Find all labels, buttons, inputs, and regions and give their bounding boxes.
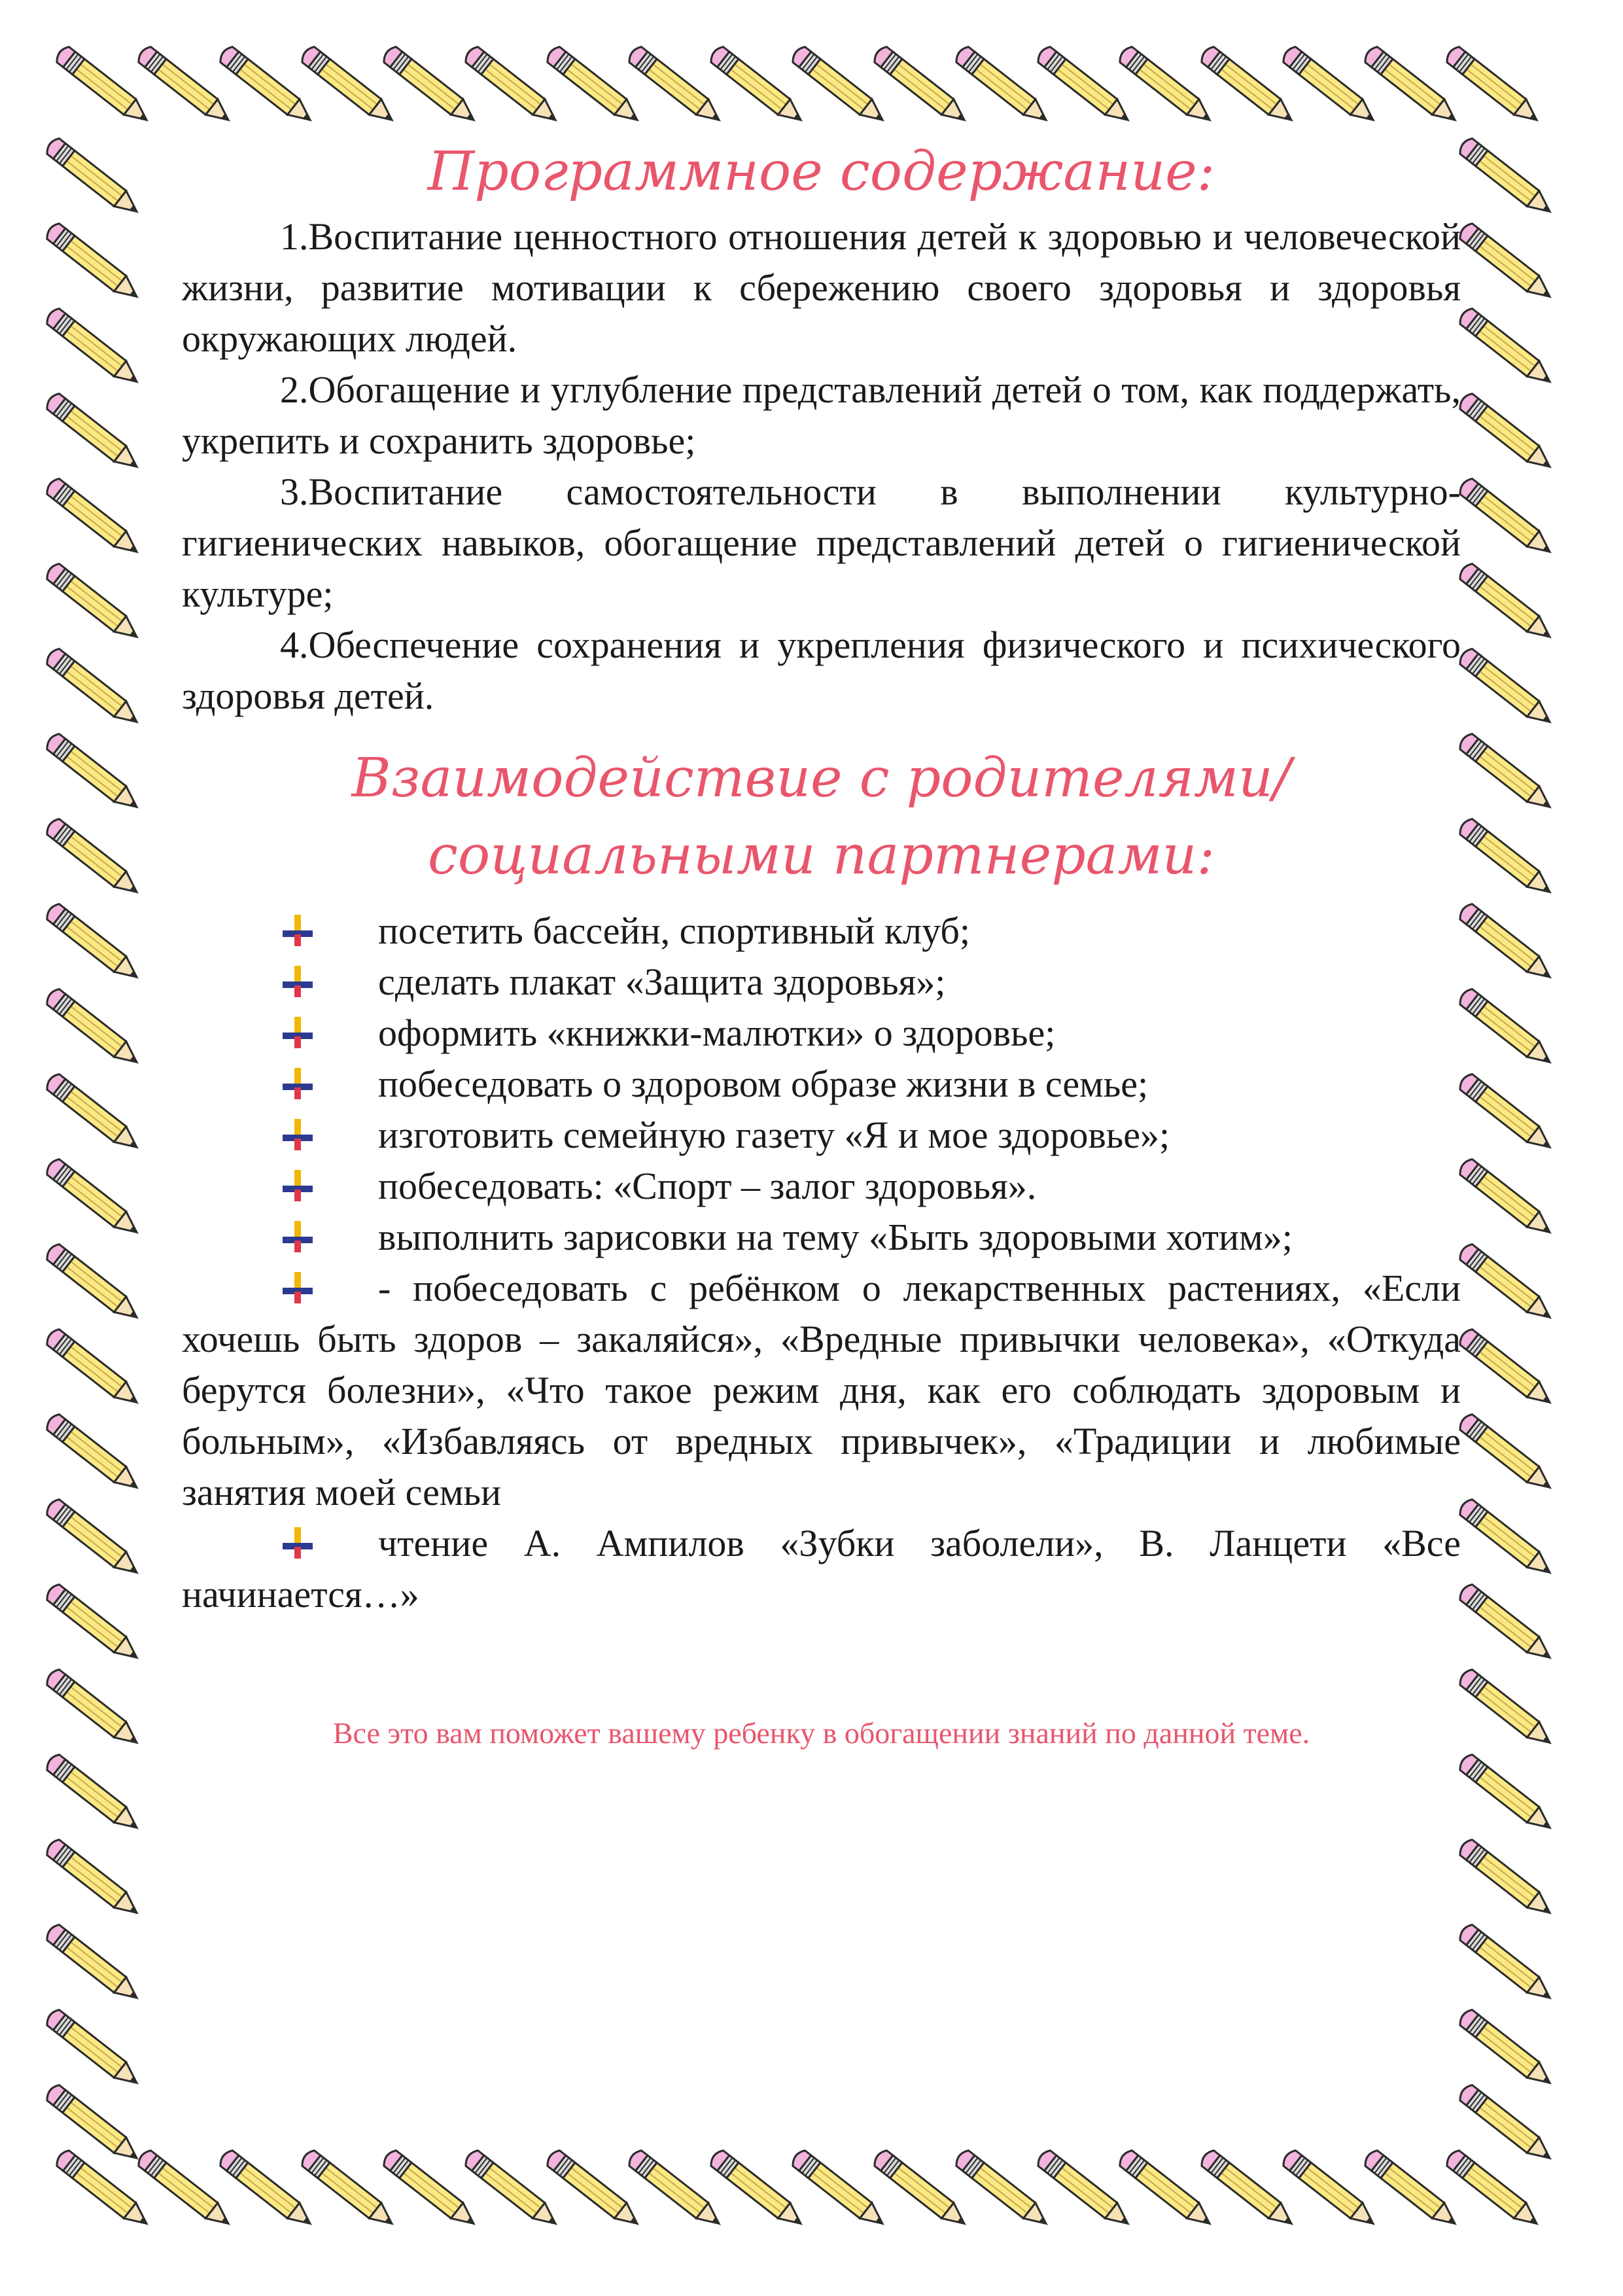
pushpin-icon [280, 1272, 315, 1303]
list-item [182, 1263, 1461, 1518]
list-item [182, 1059, 1461, 1110]
pushpin-icon [280, 1017, 315, 1048]
list-item-text: чтение А. Ампилов «Зубки заболели», В. Ланцети «Все начинается…» [182, 1522, 1461, 1616]
program-item: 2.Обогащение и углубление представлений детей о том, как поддержать, укрепить и сохранить здоровье; [182, 368, 1461, 462]
list-item-text: изготовить семейную газету «Я и мое здоровье»; [378, 1114, 1170, 1157]
list-item-text: побеседовать о здоровом образе жизни в семье; [378, 1063, 1149, 1106]
program-item: 4.Обеспечение сохранения и укрепления физического и психического здоровья детей. [182, 623, 1461, 717]
list-item [182, 1008, 1461, 1059]
pushpin-icon [280, 1527, 315, 1559]
pushpin-icon [280, 1119, 315, 1150]
parents-list [182, 906, 1461, 1620]
pushpin-icon [280, 1068, 315, 1099]
list-item [182, 1518, 1461, 1620]
list-item [182, 1110, 1461, 1161]
list-item-text: оформить «книжки-малютки» о здоровье; [378, 1012, 1056, 1055]
footer-note: Все это вам поможет вашему ребенку в обогащении знаний по данной теме. [332, 1716, 1310, 1750]
list-item [182, 906, 1461, 957]
list-item-text: побеседовать: «Спорт – залог здоровья». [378, 1165, 1037, 1208]
program-heading: Программное содержание: [427, 141, 1215, 203]
list-item [182, 1212, 1461, 1263]
list-item [182, 957, 1461, 1008]
pushpin-icon [280, 915, 315, 946]
pushpin-icon [280, 1221, 315, 1252]
parents-heading: Взаимодействие с родителями/ социальными партнерами: [351, 747, 1291, 887]
list-item-text: выполнить зарисовки на тему «Быть здоровыми хотим»; [378, 1216, 1293, 1259]
program-list [182, 211, 1461, 722]
pushpin-icon [280, 966, 315, 997]
list-item-text: сделать плакат «Защита здоровья»; [378, 961, 946, 1004]
list-item [182, 1161, 1461, 1212]
pushpin-icon [280, 1170, 315, 1201]
list-item-text: - побеседовать с ребёнком о лекарственных растениях, «Если хочешь быть здоров – закаляйся», «Вредные привычки человека», «Откуда берутся болезни», «Что такое режим дня, как его соблюдать здоровым и больным», «Избавляясь от вредных привычек», «Традиции и любимые занятия моей семьи [182, 1267, 1461, 1514]
program-item: 1.Воспитание ценностного отношения детей к здоровью и человеческой жизни, развитие мотивации к сбережению своего здоровья и здоровья окружающих людей. [182, 215, 1461, 360]
program-item: 3.Воспитание самостоятельности в выполнении культурно-гигиенических навыков, обогащение представлений детей о гигиенической культуре; [182, 470, 1461, 615]
document-body [182, 137, 1461, 1750]
list-item-text: посетить бассейн, спортивный клуб; [378, 910, 970, 953]
